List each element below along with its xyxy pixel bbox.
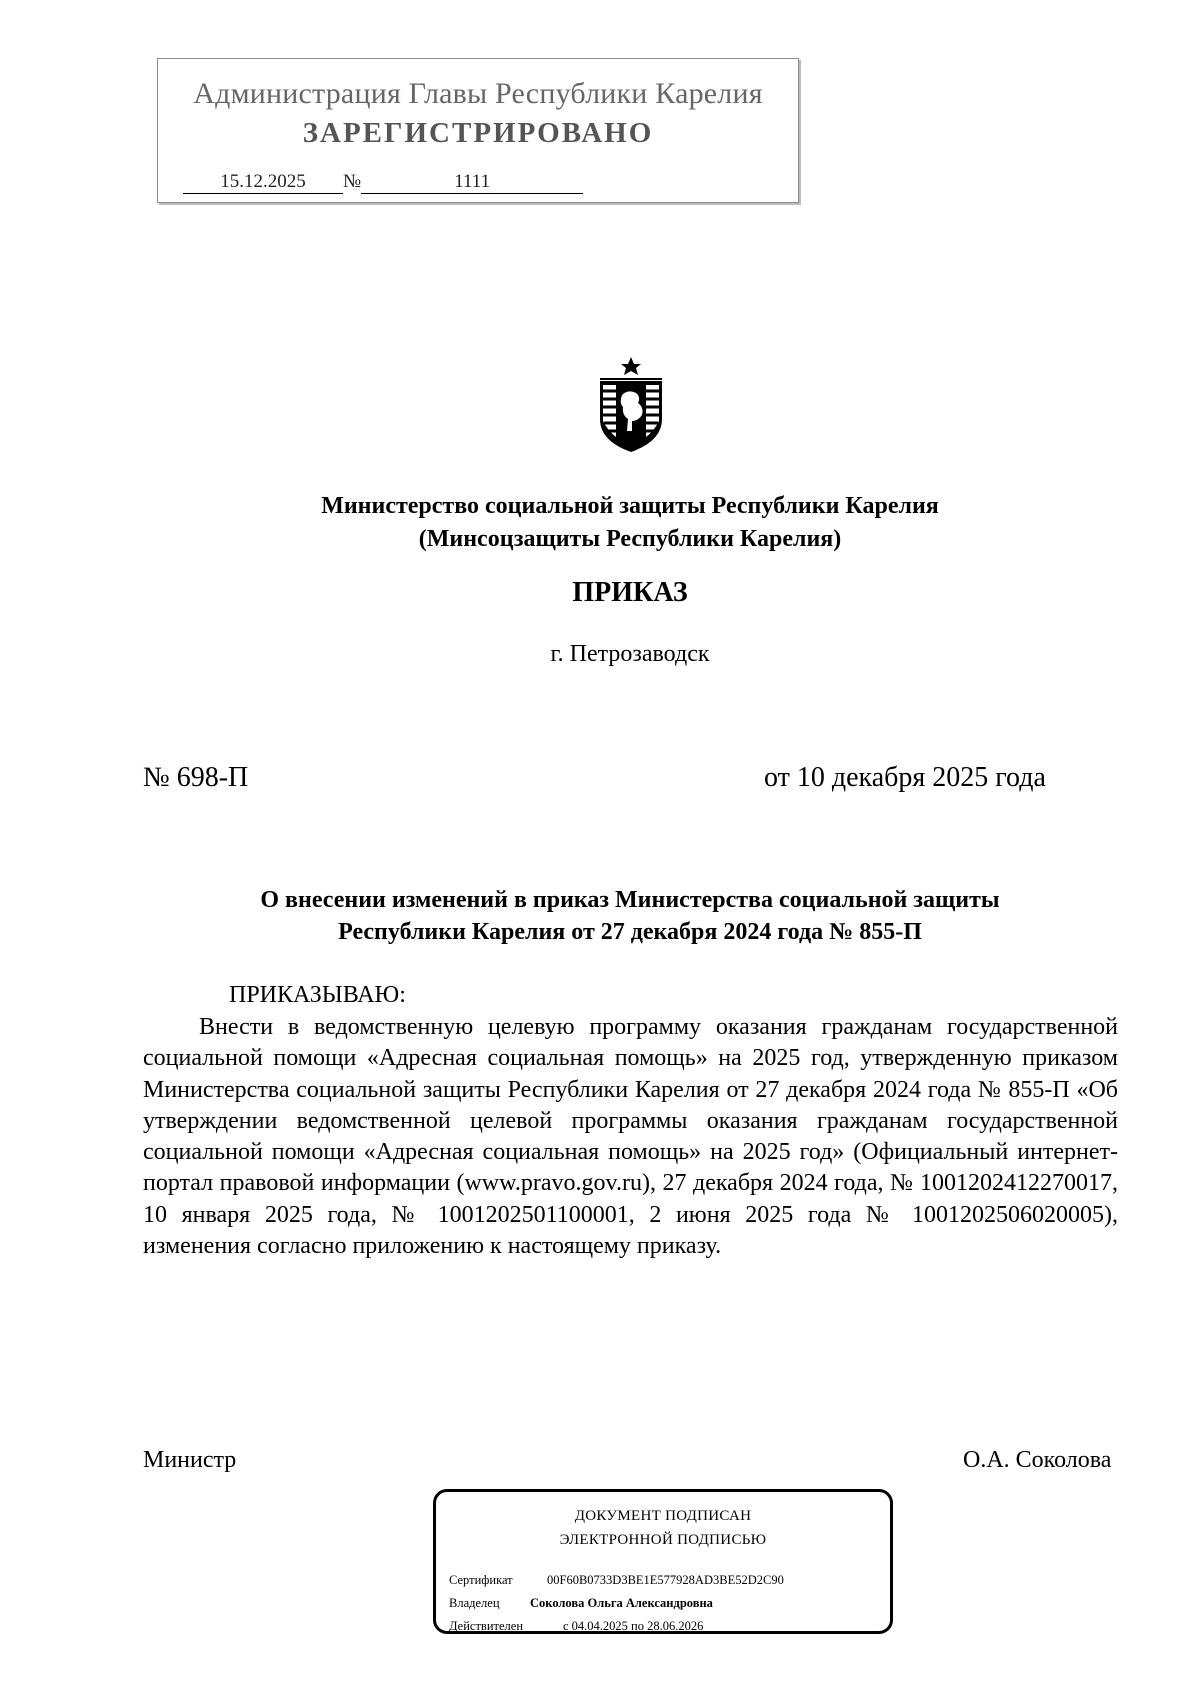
- signatory-position: Министр: [143, 1447, 237, 1473]
- registration-number: 1111: [361, 171, 583, 194]
- document-title: [0, 884, 1200, 948]
- esignature-owner-value: Соколова Ольга Александровна: [530, 1596, 713, 1610]
- order-body-paragraph: Внести в ведомственную целевую программу оказания гражданам государственной социальной помощи «Адресная социальная помощь» на 2025 год, утвержденную приказом Министерства социальной защиты Республики Карелия от 27 декабря 2024 года № 855-П «Об утверждении ведомственной целевой программы оказания гражданам государственной социальной помощи «Адресная социальная помощь» на 2025 год» (Официальный интернет-портал правовой информации (www.pravo.gov.ru), 27 декабря 2024 года, № 1001202412270017, 10 января 2025 года, № 1001202501100001, 2 июня 2025 года № 1001202506020005), изменения согласно приложению к настоящему приказу.: [143, 1014, 1118, 1260]
- document-city: г. Петрозаводск: [550, 641, 710, 667]
- document-title-line-1: О внесении изменений в приказ Министерства социальной защиты: [260, 887, 1000, 913]
- order-date: от 10 декабря 2025 года: [764, 762, 1046, 793]
- coat-of-arms-icon: [586, 355, 676, 455]
- esignature-certificate-label: Сертификат: [449, 1573, 513, 1587]
- order-number: № 698-П: [143, 762, 249, 793]
- registration-organization: Администрация Главы Республики Карелия: [193, 77, 763, 110]
- esignature-validity-value: с 04.04.2025 по 28.06.2026: [563, 1619, 704, 1633]
- registration-status: ЗАРЕГИСТРИРОВАНО: [302, 117, 654, 149]
- esignature-certificate-row: [449, 1573, 784, 1588]
- esignature-certificate-value: 00F60B0733D3BE1E577928AD3BE52D2C90: [547, 1573, 784, 1587]
- esignature-owner-row: [449, 1596, 713, 1611]
- signatory-name: О.А. Соколова: [963, 1447, 1112, 1473]
- document-type: ПРИКАЗ: [572, 577, 688, 608]
- esignature-title-line-2: ЭЛЕКТРОННОЙ ПОДПИСЬЮ: [559, 1532, 767, 1548]
- registration-date: 15.12.2025: [183, 171, 343, 194]
- ministry-short-name: (Минсоцзащиты Республики Карелия): [418, 526, 842, 552]
- esignature-validity-label: Действителен: [449, 1619, 524, 1633]
- order-command: ПРИКАЗЫВАЮ:: [229, 982, 406, 1008]
- document-title-line-2: Республики Карелия от 27 декабря 2024 года № 855-П: [338, 919, 922, 945]
- ministry-full-name: Министерство социальной защиты Республики Карелия: [321, 493, 939, 519]
- esignature-title-line-1: ДОКУМЕНТ ПОДПИСАН: [574, 1508, 752, 1524]
- registration-stamp: [157, 58, 799, 203]
- esignature-validity-row: [449, 1619, 703, 1634]
- registration-line: [183, 171, 583, 194]
- ministry-header: [0, 490, 1200, 556]
- electronic-signature-stamp: [433, 1489, 893, 1634]
- esignature-owner-label: Владелец: [449, 1596, 500, 1610]
- registration-number-label: №: [343, 171, 362, 192]
